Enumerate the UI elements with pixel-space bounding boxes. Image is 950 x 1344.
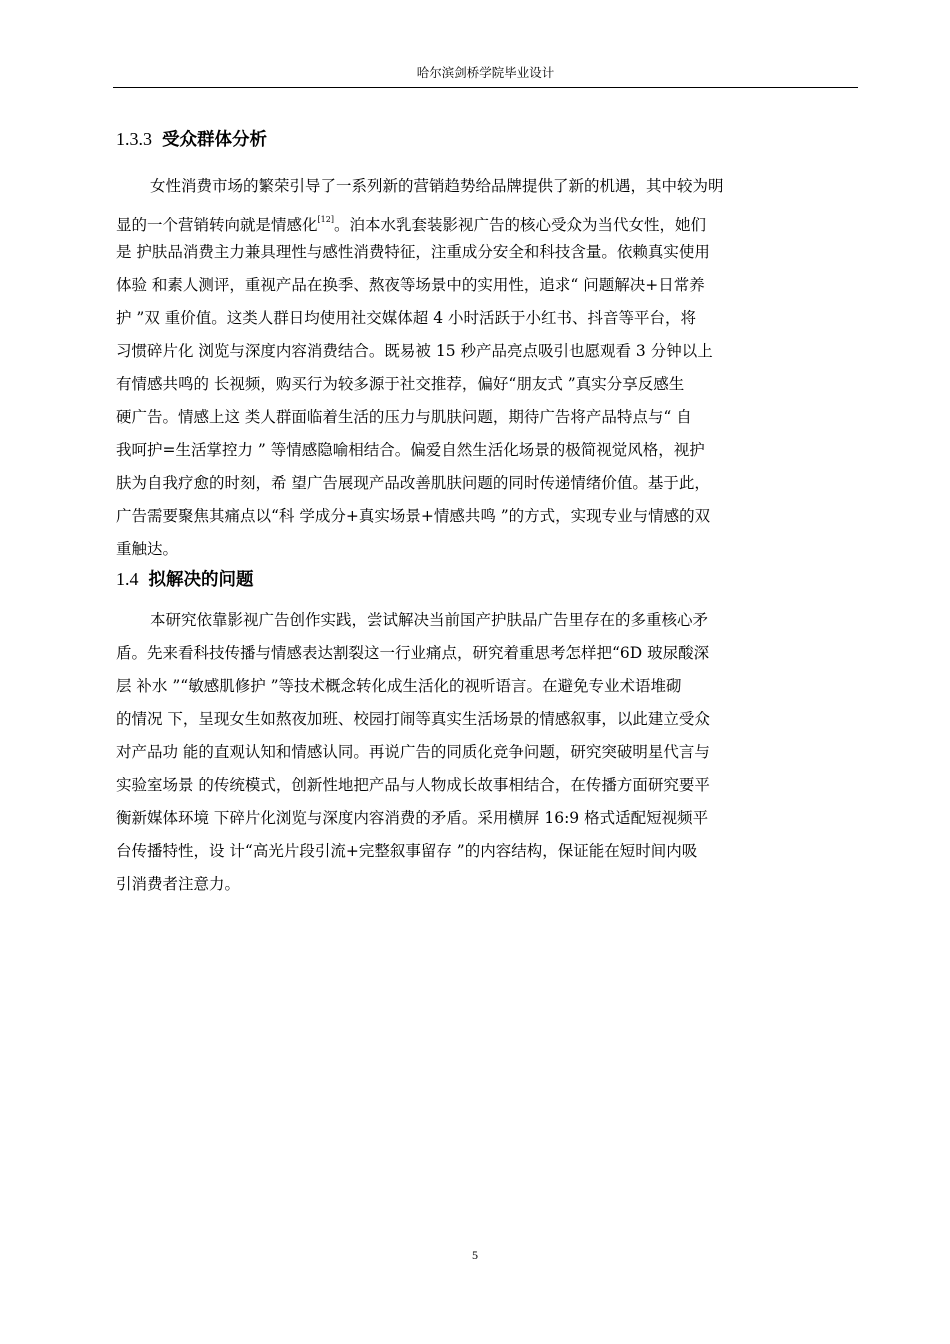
text-line: 硬广告。情感上这 类人群面临着生活的压力与肌肤问题，期待广告将产品特点与“ 自 — [116, 408, 692, 426]
citation-marker: [12] — [317, 215, 334, 224]
text-line: 台传播特性，设 计“高光片段引流+完整叙事留存 ”的内容结构，保证能在短时间内吸 — [116, 842, 698, 860]
section-heading-1-3-3 — [116, 126, 267, 153]
text-line: 的情况 下，呈现女生如熬夜加班、校园打闹等真实生活场景的情感叙事，以此建立受众 — [116, 710, 710, 728]
paragraph-audience-analysis — [116, 170, 862, 566]
page-header — [113, 58, 858, 88]
section-number: 1.3.3 — [116, 129, 152, 149]
header-title: 哈尔滨剑桥学院毕业设计 — [416, 65, 555, 80]
text-line: 有情感共鸣的 长视频，购买行为较多源于社交推荐，偏好“朋友式 ”真实分享反感生 — [116, 375, 685, 393]
text-line: 显的一个营销转向就是情感化[12]。泊本水乳套装影视广告的核心受众为当代女性，她们 — [116, 215, 706, 234]
text-line: 层 补水 ”“敏感肌修护 ”等技术概念转化成生活化的视听语言。在避免专业术语堆砌 — [116, 677, 682, 695]
section-heading-1-4 — [116, 566, 254, 593]
paragraph-problems-to-solve — [116, 604, 862, 901]
text-line: 衡新媒体环境 下碎片化浏览与深度内容消费的矛盾。采用横屏 16:9 格式适配短视频平 — [116, 809, 709, 827]
text-line: 本研究依靠影视广告创作实践，尝试解决当前国产护肤品广告里存在的多重核心矛 — [150, 611, 709, 629]
text-line: 是 护肤品消费主力兼具理性与感性消费特征，注重成分安全和科技含量。依赖真实使用 — [116, 243, 710, 261]
text-line: 引消费者注意力。 — [116, 875, 241, 893]
section-title: 拟解决的问题 — [148, 570, 254, 590]
text-line: 对产品功 能的直观认知和情感认同。再说广告的同质化竞争问题，研究突破明星代言与 — [116, 743, 710, 761]
text-line: 习惯碎片化 浏览与深度内容消费结合。既易被 15 秒产品亮点吸引也愿观看 3 分钟以上 — [116, 342, 713, 360]
page-number: 5 — [472, 1248, 478, 1262]
text-line: 盾。先来看科技传播与情感表达割裂这一行业痛点，研究着重思考怎样把“6D 玻尿酸深 — [116, 644, 710, 662]
text-line: 重触达。 — [116, 540, 179, 558]
text-line: 女性消费市场的繁荣引导了一系列新的营销趋势给品牌提供了新的机遇，其中较为明 — [150, 177, 724, 195]
text-line: 护 ”双 重价值。这类人群日均使用社交媒体超 4 小时活跃于小红书、抖音等平台，将 — [116, 309, 696, 327]
section-number: 1.4 — [116, 569, 139, 589]
text-line: 我呵护=生活掌控力 ” 等情感隐喻相结合。偏爱自然生活化场景的极简视觉风格，视护 — [116, 441, 705, 459]
text-line: 肤为自我疗愈的时刻，希 望广告展现产品改善肌肤问题的同时传递情绪价值。基于此， — [116, 474, 710, 492]
text-line: 实验室场景 的传统模式，创新性地把产品与人物成长故事相结合，在传播方面研究要平 — [116, 776, 710, 794]
section-title: 受众群体分析 — [162, 130, 267, 150]
text-line: 广告需要聚焦其痛点以“科 学成分+真实场景+情感共鸣 ”的方式，实现专业与情感的双 — [116, 507, 711, 525]
text-line: 体验 和素人测评，重视产品在换季、熬夜等场景中的实用性，追求“ 问题解决+日常养 — [116, 276, 705, 294]
